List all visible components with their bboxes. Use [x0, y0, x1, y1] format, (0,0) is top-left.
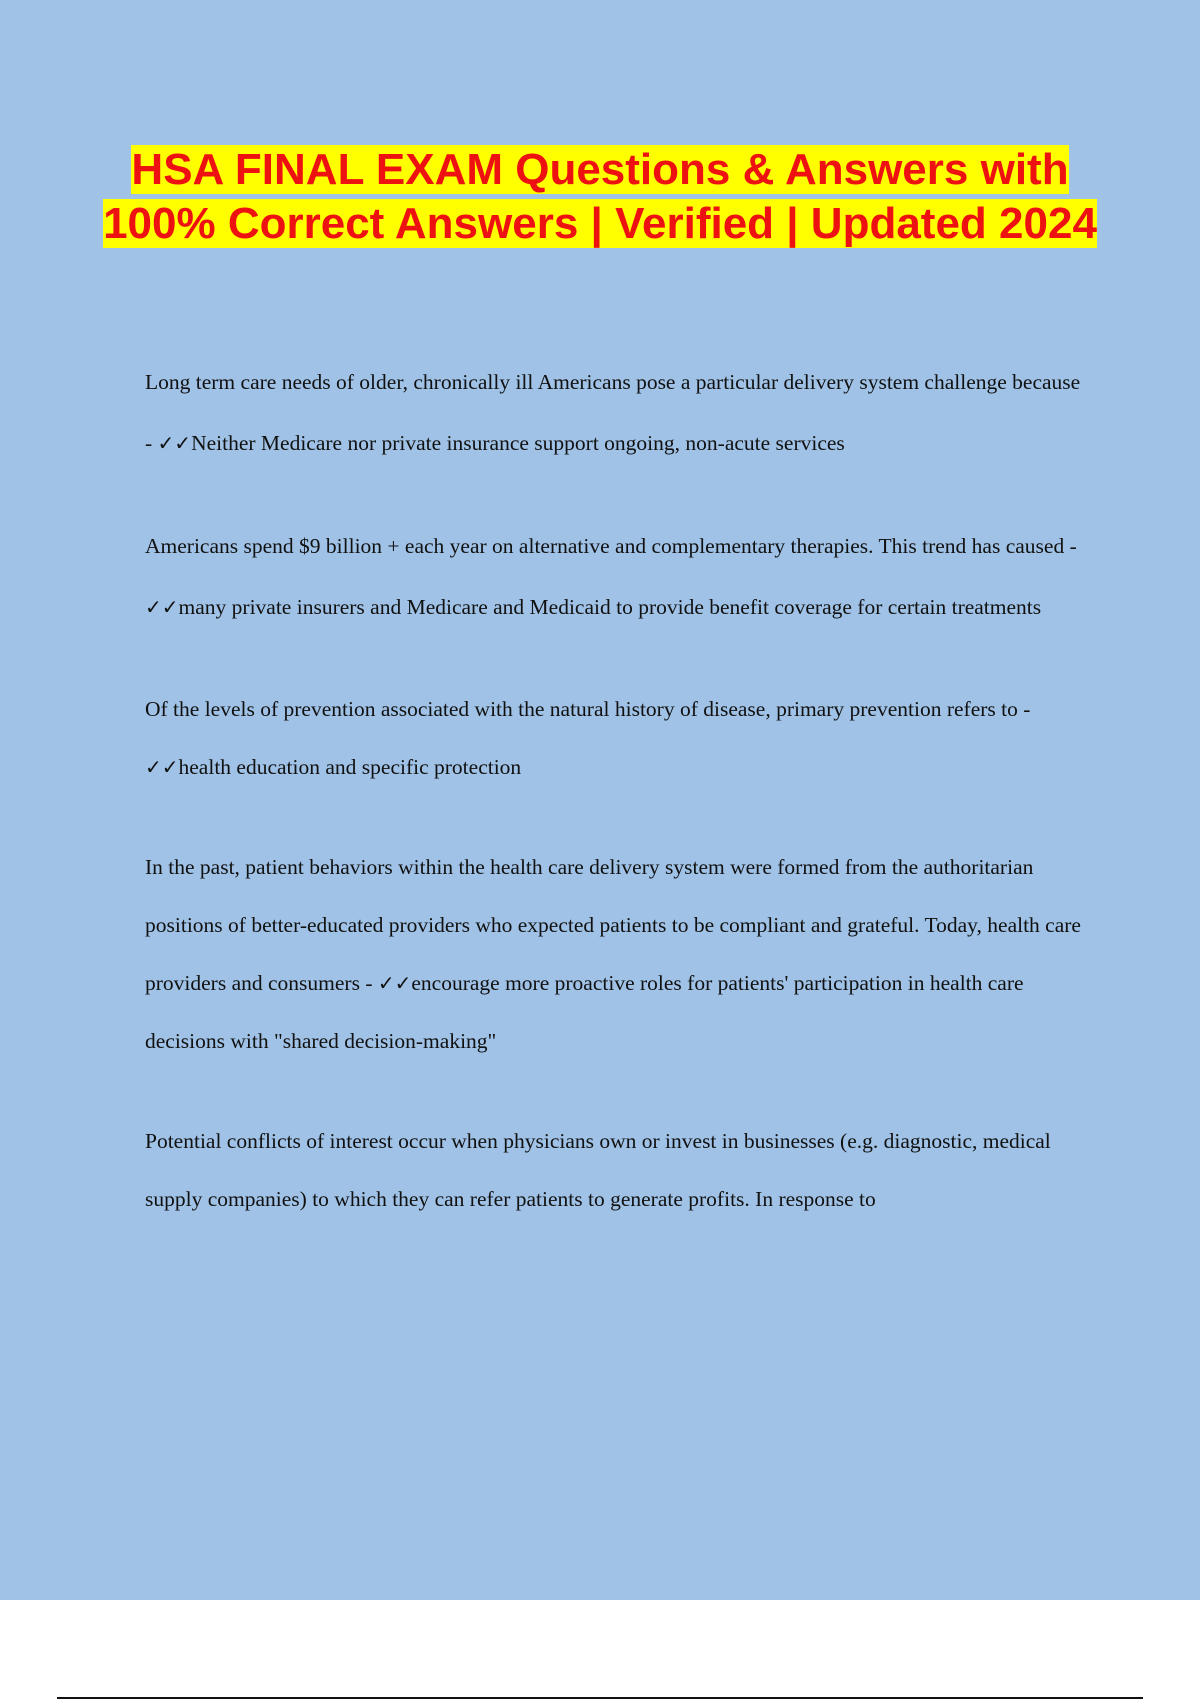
qa-item [145, 516, 1085, 638]
answer-text: many private insurers and Medicare and Medicaid to provide benefit coverage for certain treatments [178, 595, 1042, 619]
qa-item [145, 838, 1085, 1070]
question-text: In the past, patient behaviors within the health care delivery system were formed from the authoritarian positions of better-educated providers who expected patients to be compliant and grateful. Today, health care providers and consumers - [145, 855, 1081, 995]
document-title [100, 143, 1100, 251]
double-check-icon: ✓✓ [157, 431, 192, 455]
double-check-icon: ✓✓ [145, 595, 179, 619]
answer-text: encourage more proactive roles for patients' participation in health care decisions with "shared decision-making" [145, 971, 1024, 1053]
qa-item [145, 680, 1085, 796]
question-text: Americans spend $9 billion + each year on alternative and complementary therapies. This trend has caused - [145, 534, 1077, 558]
answer-text: Neither Medicare nor private insurance support ongoing, non-acute services [191, 431, 845, 455]
qa-item [145, 1112, 1085, 1228]
document-title-text: HSA FINAL EXAM Questions & Answers with 100% Correct Answers | Verified | Updated 2024 [103, 145, 1097, 248]
double-check-icon: ✓✓ [377, 971, 412, 995]
question-text: Potential conflicts of interest occur when physicians own or invest in businesses (e.g. diagnostic, medical supply companies) to which they can refer patients to generate profits. In response to [145, 1129, 1051, 1211]
qa-item [145, 352, 1085, 474]
qa-list [145, 352, 1085, 1270]
question-text: Of the levels of prevention associated with the natural history of disease, primary prevention refers to - [145, 697, 1031, 721]
question-text: Long term care needs of older, chronically ill Americans pose a particular delivery system challenge because - [145, 370, 1081, 455]
answer-text: health education and specific protection [178, 755, 522, 779]
double-check-icon: ✓✓ [145, 755, 179, 779]
footer-divider [57, 1697, 1143, 1699]
